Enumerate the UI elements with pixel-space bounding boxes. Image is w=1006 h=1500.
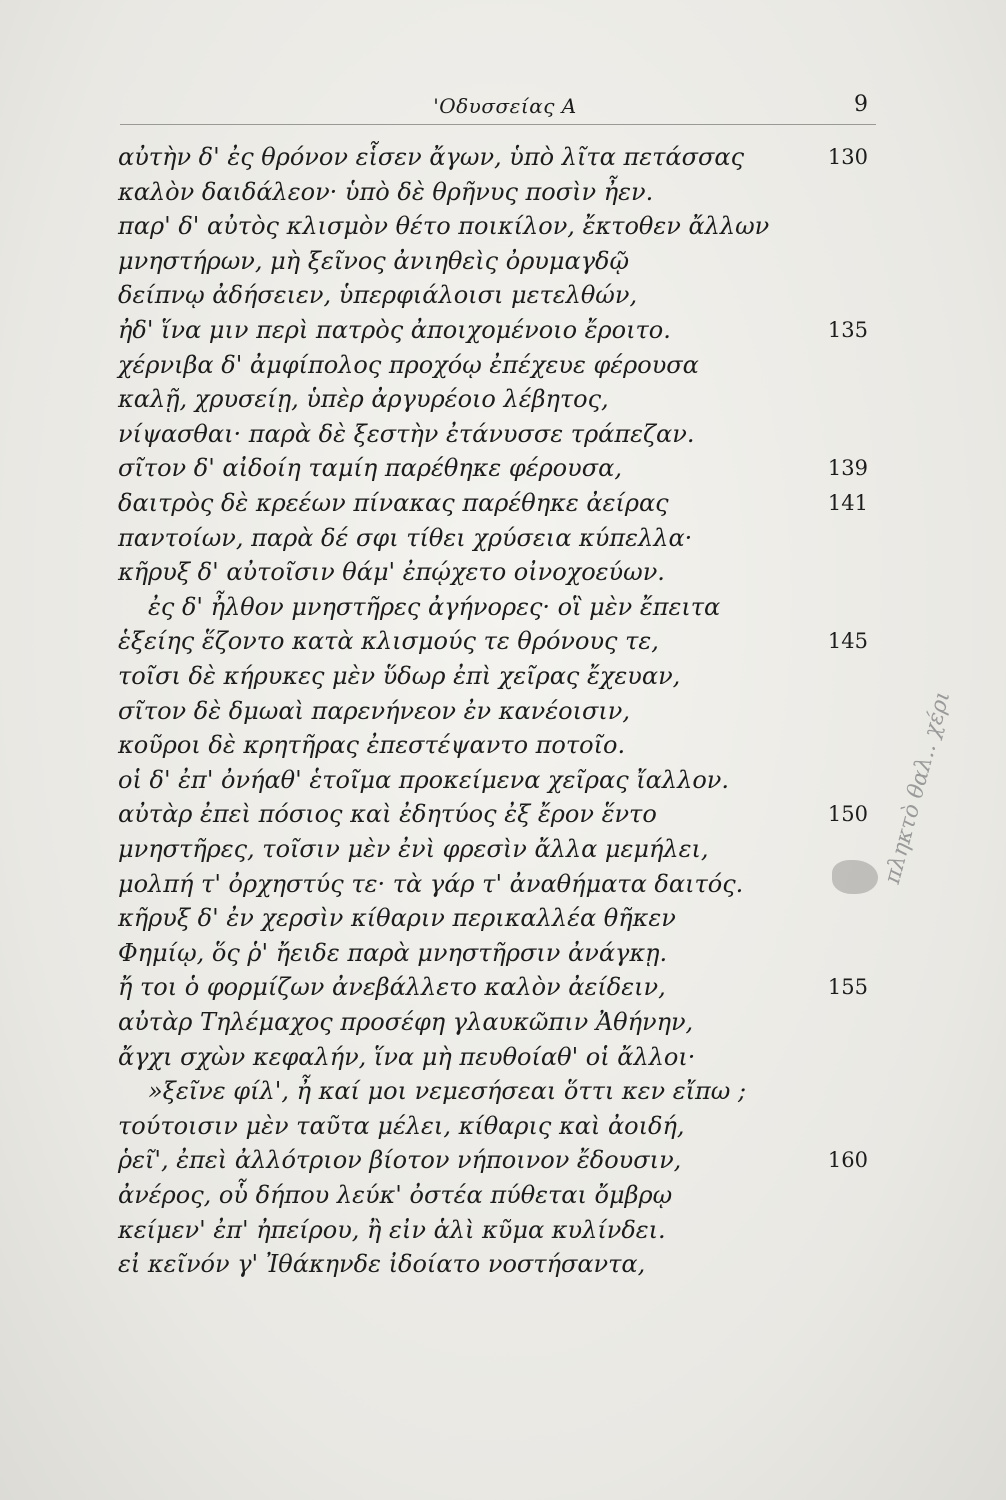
line-number: 160 <box>827 1148 868 1173</box>
verse-line <box>118 382 898 416</box>
verse-text: παντοίων, παρὰ δέ σφι τίθει χρύσεια κύπελλα· <box>118 523 693 552</box>
verse-line <box>118 209 898 243</box>
verse-text: ἠδ' ἵνα μιν περὶ πατρὸς ἀποιχομένοιο ἔροιτο. <box>118 316 671 344</box>
verse-text: μνηστήρων, μὴ ξεῖνος ἀνιηθεὶς ὀρυμαγδῷ <box>118 246 630 275</box>
verse-text: κῆρυξ δ' ἐν χερσὶν κίθαριν περικαλλέα θῆκεν <box>118 904 676 933</box>
line-number: 139 <box>827 456 868 481</box>
line-number: 150 <box>827 802 868 827</box>
running-head <box>120 90 876 125</box>
verse-line <box>118 659 898 693</box>
verse-text: χέρνιβα δ' ἀμφίπολος προχόῳ ἐπέχευε φέρουσα <box>118 350 699 379</box>
verse-text: οἱ δ' ἐπ' ὀνήαθ' ἑτοῖμα προκείμενα χεῖρας ἴαλλον. <box>118 765 729 794</box>
verse-line <box>118 521 898 555</box>
verse-line <box>118 728 898 762</box>
verse-text: τούτοισιν μὲν ταῦτα μέλει, κίθαρις καὶ ἀοιδή, <box>118 1111 685 1140</box>
line-number: 141 <box>827 491 868 515</box>
verse-text: μολπή τ' ὀρχηστύς τε· τὰ γάρ τ' ἀναθήματα δαιτός. <box>118 869 744 898</box>
line-number: 145 <box>827 629 868 654</box>
verse-line <box>118 555 898 589</box>
verse-line <box>118 140 898 174</box>
verse-text: κείμεν' ἐπ' ἠπείρου, ἢ εἰν ἁλὶ κῦμα κυλίνδει. <box>118 1215 666 1244</box>
verse-text: ἤ τοι ὁ φορμίζων ἀνεβάλλετο καλὸν ἀείδειν, <box>118 973 666 1002</box>
verse-text: εἰ κεῖνόν γ' Ἰθάκηνδε ἰδοίατο νοστήσαντα, <box>118 1250 646 1279</box>
verse-text: ῥεῖ', ἐπεὶ ἀλλότριον βίοτον νήποινον ἔδουσιν, <box>118 1146 682 1175</box>
verse-line <box>118 867 898 901</box>
verse-line <box>118 175 898 209</box>
ink-stain <box>832 860 878 894</box>
verse-line <box>118 244 898 278</box>
verse-line <box>118 313 898 347</box>
verse-text: μνηστῆρες, τοῖσιν μὲν ἐνὶ φρεσὶν ἄλλα μεμήλει, <box>118 835 709 863</box>
verse-text: παρ' δ' αὐτὸς κλισμὸν θέτο ποικίλον, ἔκτοθεν ἄλλων <box>118 212 770 241</box>
verse-line <box>118 1143 898 1177</box>
verse-text: αὐτὰρ ἐπεὶ πόσιος καὶ ἐδητύος ἐξ ἔρον ἕντο <box>118 800 657 829</box>
verse-line <box>118 348 898 382</box>
verse-text: ἄγχι σχὼν κεφαλήν, ἵνα μὴ πευθοίαθ' οἱ ἄλλοι· <box>118 1042 696 1071</box>
line-number: 155 <box>827 975 868 1000</box>
verse-text: αὐτὴν δ' ἐς θρόνον εἷσεν ἄγων, ὑπὸ λῖτα πετάσσας <box>118 143 745 171</box>
verse-line <box>118 901 898 935</box>
verse-text: σῖτον δ' αἰδοίη ταμίη παρέθηκε φέρουσα, <box>118 454 622 483</box>
page-number: 9 <box>854 92 868 117</box>
verse-line <box>118 797 898 831</box>
verse-text: Φημίῳ, ὅς ῥ' ἤειδε παρὰ μνηστῆρσιν ἀνάγκῃ. <box>118 938 668 967</box>
verse-text: σῖτον δὲ δμωαὶ παρενήνεον ἐν κανέοισιν, <box>118 696 631 725</box>
line-number: 130 <box>827 145 868 169</box>
verse-text: αὐτὰρ Τηλέμαχος προσέφη γλαυκῶπιν Ἀθήνην, <box>118 1008 694 1036</box>
verse-line <box>118 278 898 312</box>
verse-line <box>118 486 898 520</box>
verse-text: ἑξείης ἕζοντο κατὰ κλισμούς τε θρόνους τε, <box>118 627 659 656</box>
line-number: 135 <box>827 318 868 342</box>
verse-text: δαιτρὸς δὲ κρεέων πίνακας παρέθηκε ἀείρας <box>118 489 669 517</box>
verse-line <box>118 1247 898 1281</box>
verse-line <box>118 763 898 797</box>
verse-line <box>118 1178 898 1212</box>
verse-text: ἐς δ' ἦλθον μνηστῆρες ἀγήνορες· οἳ μὲν ἔπειτα <box>148 592 721 621</box>
verse-text: καλῇ, χρυσείῃ, ὑπὲρ ἀργυρέοιο λέβητος, <box>118 385 609 414</box>
verse-line <box>118 624 898 658</box>
verse-line <box>118 694 898 728</box>
verse-text: τοῖσι δὲ κήρυκες μὲν ὕδωρ ἐπὶ χεῖρας ἔχευαν, <box>118 662 681 690</box>
verse-line <box>118 451 898 485</box>
verse-line <box>118 1109 898 1143</box>
verse-line <box>118 1005 898 1039</box>
verse-text: ἀνέρος, οὗ δήπου λεύκ' ὀστέα πύθεται ὄμβρῳ <box>118 1181 673 1209</box>
verse-line <box>118 970 898 1004</box>
running-head-title: 'Οδυσσείας Α <box>433 94 577 118</box>
verse-line <box>118 936 898 970</box>
margin-handwritten-note: πληκτὸ θαλ.. χέρι <box>880 688 956 887</box>
verse-text: καλὸν δαιδάλεον· ὑπὸ δὲ θρῆνυς ποσὶν ἦεν. <box>118 177 654 206</box>
verse-text: »ξεῖνε φίλ', ἦ καί μοι νεμεσήσεαι ὅττι κεν εἴπω ; <box>148 1077 747 1106</box>
verse-text: κῆρυξ δ' αὐτοῖσιν θάμ' ἐπῴχετο οἰνοχοεύων. <box>118 558 665 587</box>
verse-text: δείπνῳ ἀδήσειεν, ὑπερφιάλοισι μετελθών, <box>118 281 638 310</box>
verse-line <box>148 590 928 624</box>
verse-line <box>118 1213 898 1247</box>
verse-line <box>148 1074 928 1108</box>
verse-line <box>118 417 898 451</box>
verse-line <box>118 832 898 866</box>
verse-text: κοῦροι δὲ κρητῆρας ἐπεστέψαντο ποτοῖο. <box>118 731 626 760</box>
verse-line <box>118 1040 898 1074</box>
verse-text: νίψασθαι· παρὰ δὲ ξεστὴν ἐτάνυσσε τράπεζαν. <box>118 419 695 448</box>
